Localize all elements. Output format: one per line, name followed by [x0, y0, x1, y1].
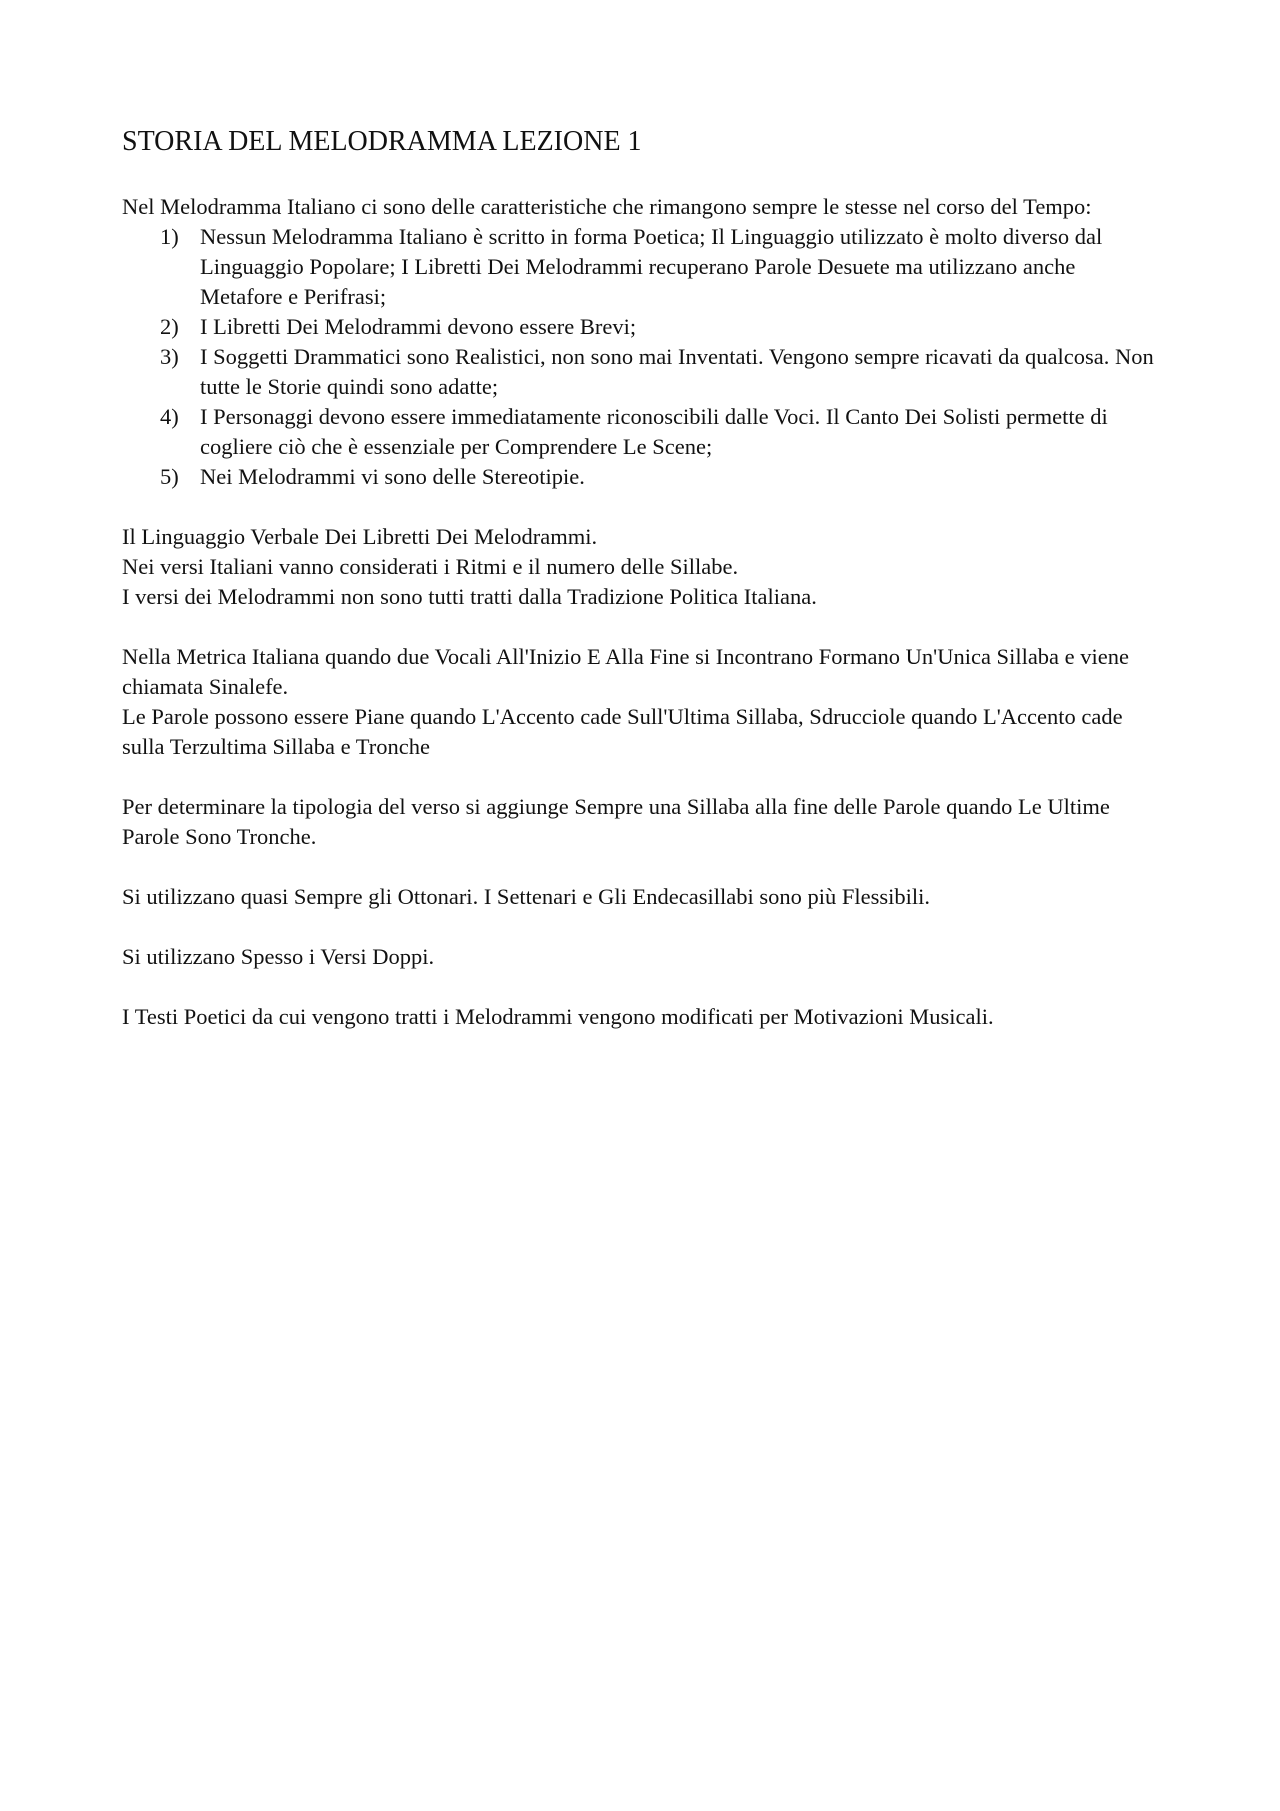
paragraph-testi-poetici: I Testi Poetici da cui vengono tratti i Melodrammi vengono modificati per Motivazioni Musicali. — [122, 1004, 994, 1029]
paragraph-line: Nei versi Italiani vanno considerati i Ritmi e il numero delle Sillabe. — [122, 554, 739, 579]
list-item-number: 2) — [160, 314, 179, 339]
document-title: STORIA DEL MELODRAMMA LEZIONE 1 — [122, 126, 642, 157]
paragraph-tipologia: Per determinare la tipologia del verso si aggiunge Sempre una Sillaba alla fine delle Parole quando Le Ultime Parole Sono Tronche. — [122, 794, 1110, 849]
document-page — [122, 124, 1162, 1032]
paragraph-line: I versi dei Melodrammi non sono tutti tratti dalla Tradizione Politica Italiana. — [122, 584, 817, 609]
list-item — [122, 402, 1162, 462]
list-item — [122, 222, 1162, 312]
section-linguaggio — [122, 522, 1162, 612]
paragraph-versi-doppi: Si utilizzano Spesso i Versi Doppi. — [122, 944, 435, 969]
paragraph-ottonari: Si utilizzano quasi Sempre gli Ottonari. I Settenari e Gli Endecasillabi sono più Flessibili. — [122, 884, 930, 909]
intro-paragraph: Nel Melodramma Italiano ci sono delle caratteristiche che rimangono sempre le stesse nel corso del Tempo: — [122, 194, 1092, 219]
list-item-number: 3) — [160, 344, 179, 369]
list-item-number: 5) — [160, 464, 179, 489]
list-item-text: Nessun Melodramma Italiano è scritto in forma Poetica; Il Linguaggio utilizzato è molto diverso dal Linguaggio Popolare; I Libretti Dei Melodrammi recuperano Parole Desuete ma utilizzano anche Metafore e Perifrasi; — [200, 224, 1103, 309]
list-item-number: 4) — [160, 404, 179, 429]
list-item — [122, 312, 1162, 342]
section-metrica — [122, 642, 1162, 762]
list-item-text: I Libretti Dei Melodrammi devono essere Brevi; — [200, 314, 637, 339]
characteristics-list — [122, 222, 1162, 492]
list-item — [122, 342, 1162, 402]
list-item-number: 1) — [160, 224, 179, 249]
list-item — [122, 462, 1162, 492]
list-item-text: I Soggetti Drammatici sono Realistici, non sono mai Inventati. Vengono sempre ricavati da qualcosa. Non tutte le Storie quindi sono adatte; — [200, 344, 1154, 399]
list-item-text: Nei Melodrammi vi sono delle Stereotipie. — [200, 464, 585, 489]
paragraph-parole: Le Parole possono essere Piane quando L'Accento cade Sull'Ultima Sillaba, Sdrucciole quando L'Accento cade sulla Terzultima Sillaba e Tronche — [122, 704, 1123, 759]
paragraph-sinalefe: Nella Metrica Italiana quando due Vocali All'Inizio E Alla Fine si Incontrano Formano Un'Unica Sillaba e viene chiamata Sinalefe. — [122, 644, 1130, 699]
list-item-text: I Personaggi devono essere immediatamente riconoscibili dalle Voci. Il Canto Dei Solisti permette di cogliere ciò che è essenziale per Comprendere Le Scene; — [200, 404, 1108, 459]
paragraph-line: Il Linguaggio Verbale Dei Libretti Dei Melodrammi. — [122, 524, 598, 549]
